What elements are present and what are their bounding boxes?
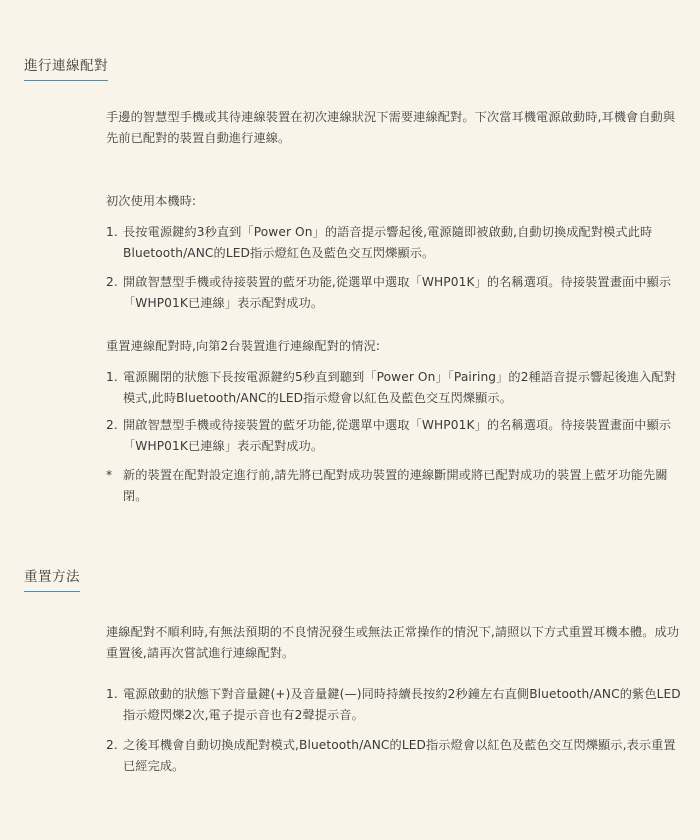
list-marker: 2. — [106, 275, 118, 289]
reset-step-2 — [106, 735, 686, 777]
note-marker: * — [106, 468, 113, 482]
second-device-title: 重置連線配對時,向第2台裝置進行連線配對的情況: — [106, 339, 381, 353]
second-device-note — [106, 465, 686, 507]
list-item-text: 開啟智慧型手機或待接裝置的藍牙功能,從選單中選取「WHP01K」的名稱選項。待接裝置畫面中顯示「WHP01K已連線」表示配對成功。 — [123, 418, 672, 453]
reset-step-1 — [106, 684, 686, 726]
second-device-step-1 — [106, 367, 686, 409]
list-item-text: 長按電源鍵約3秒直到「Power On」的語音提示響起後,電源隨即被啟動,自動切換成配對模式此時Bluetooth/ANC的LED指示燈紅色及藍色交互閃爍顯示。 — [123, 225, 653, 260]
list-item-text: 電源啟動的狀態下對音量鍵(+)及音量鍵(—)同時持續長按約2秒鐘左右直側Bluetooth/ANC的紫色LED指示燈閃爍2次,電子提示音也有2聲提示音。 — [123, 687, 681, 722]
first-use-block — [106, 191, 686, 212]
first-use-title: 初次使用本機時: — [106, 194, 197, 208]
list-item-text: 之後耳機會自動切換成配對模式,Bluetooth/ANC的LED指示燈會以紅色及藍色交互閃爍顯示,表示重置已經完成。 — [123, 738, 676, 773]
reset-intro-text: 連線配對不順利時,有無法預期的不良情況發生或無法正常操作的情況下,請照以下方式重置耳機本體。成功重置後,請再次嘗試進行連線配對。 — [106, 625, 680, 660]
section-heading-reset: 重置方法 — [24, 567, 80, 592]
list-item — [106, 415, 686, 457]
pairing-intro-text: 手邊的智慧型手機或其待連線裝置在初次連線狀況下需要連線配對。下次當耳機電源啟動時,耳機會自動與先前已配對的裝置自動進行連線。 — [106, 110, 676, 145]
section-heading-pairing: 進行連線配對 — [24, 56, 108, 81]
list-item — [106, 367, 686, 409]
note-text: 新的裝置在配對設定進行前,請先將已配對成功裝置的連線斷開或將已配對成功的裝置上藍牙功能先關閉。 — [123, 468, 668, 503]
list-marker: 2. — [106, 418, 118, 432]
list-item — [106, 684, 686, 726]
reset-intro — [106, 622, 686, 664]
list-marker: 1. — [106, 225, 118, 239]
first-use-step-1 — [106, 222, 686, 264]
list-marker: 1. — [106, 370, 118, 384]
list-item-text: 電源關閉的狀態下長按電源鍵約5秒直到聽到「Power On」「Pairing」的2種語音提示響起後進入配對模式,此時Bluetooth/ANC的LED指示燈會以紅色及藍色交互閃爍顯示。 — [123, 370, 677, 405]
list-item — [106, 272, 686, 314]
note-item — [106, 465, 686, 507]
list-marker: 2. — [106, 738, 118, 752]
pairing-intro — [106, 107, 686, 149]
list-item — [106, 222, 686, 264]
first-use-step-2 — [106, 272, 686, 314]
second-device-block — [106, 336, 686, 357]
list-item-text: 開啟智慧型手機或待接裝置的藍牙功能,從選單中選取「WHP01K」的名稱選項。待接裝置畫面中顯示「WHP01K已連線」表示配對成功。 — [123, 275, 672, 310]
second-device-step-2 — [106, 415, 686, 457]
list-item — [106, 735, 686, 777]
list-marker: 1. — [106, 687, 118, 701]
